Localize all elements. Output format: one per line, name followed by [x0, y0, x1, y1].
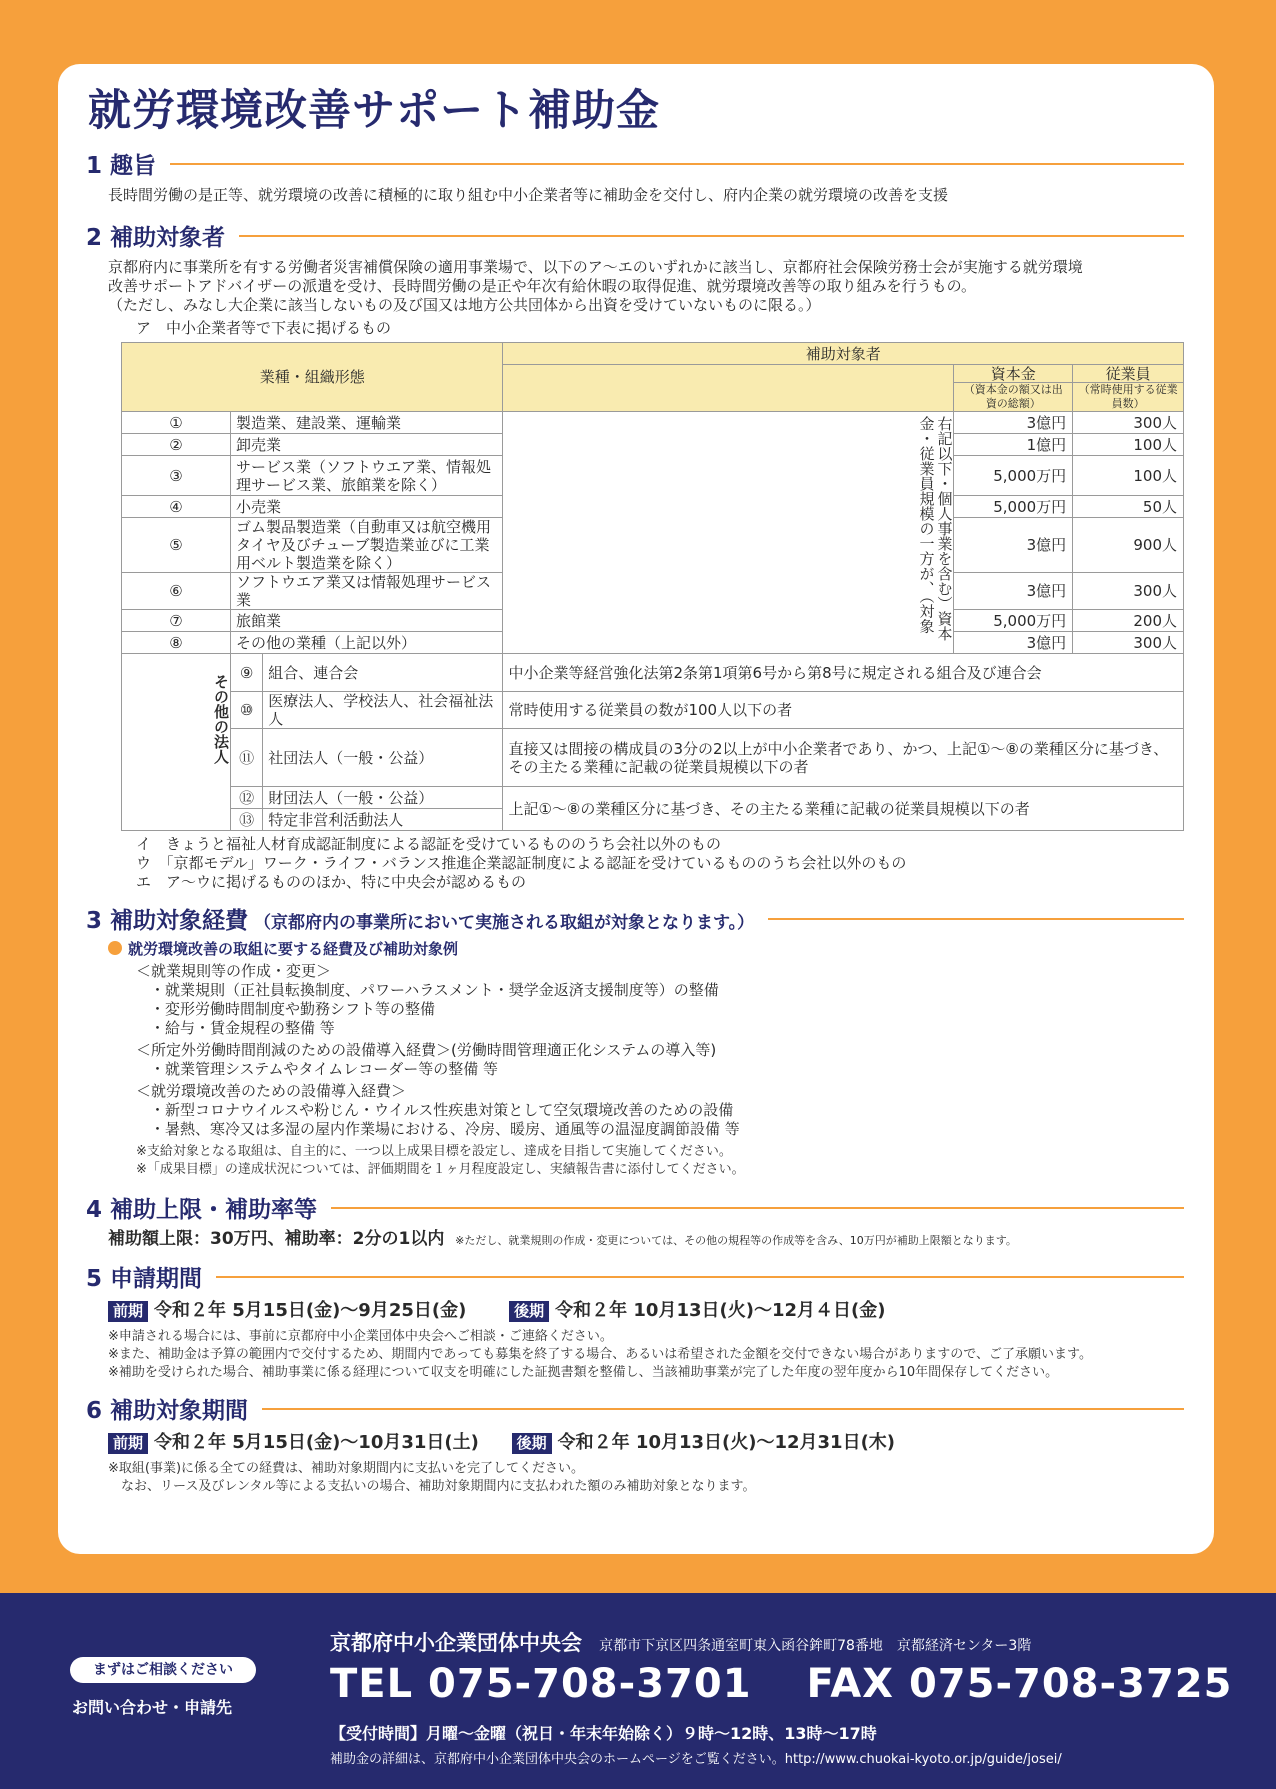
first-period-tag: 前期: [108, 1433, 148, 1454]
tel-number[interactable]: TEL 075-708-3701: [330, 1661, 752, 1707]
table-row: ⑦ 旅館業 5,000万円 200人: [122, 610, 1184, 632]
table-row: ⑤ ゴム製品製造業（自動車又は航空機用タイヤ及びチューブ製造業並びに工業用ベルト製造業を除く） 3億円 900人: [122, 518, 1184, 573]
application-periods: [108, 1301, 1184, 1322]
list-item: ・暑熱、寒冷又は多湿の屋内作業場における、冷房、暖房、通風等の温湿度調節設備 等: [150, 1120, 740, 1139]
divider: [331, 1207, 1184, 1209]
reception-hours: 【受付時間】月曜～金曜（祝日・年末年始除く）９時～12時、13時～17時: [330, 1724, 877, 1743]
section-1-text: 長時間労働の是正等、就労環境の改善に積極的に取り組む中小企業者等に補助金を交付し、府内企業の就労環境の改善を支援: [108, 186, 949, 205]
item-e: エ ア～ウに掲げるもののほか、特に中央会が認めるもの: [136, 873, 527, 892]
divider: [170, 163, 1184, 165]
org-address: 京都市下京区四条通室町東入函谷鉾町78番地 京都経済センター3階: [599, 1638, 1032, 1654]
list-item: ・給与・賃金規程の整備 等: [150, 1019, 335, 1038]
second-period: 令和２年 10月13日(火)～12月４日(金): [555, 1300, 886, 1322]
org-name: 京都府中小企業団体中央会: [330, 1631, 582, 1655]
section-3-heading: [86, 902, 1184, 935]
note: ※また、補助金は予算の範囲内で交付するため、期間内であっても募集を終了する場合、あるいは希望された金額を交付できない場合がありますので、ご了承願います。: [108, 1347, 1092, 1363]
section-4-title: 4 補助上限・補助率等: [86, 1197, 318, 1224]
first-period: 令和２年 5月15日(金)～9月25日(金): [154, 1300, 467, 1322]
section-6-title: 6 補助対象期間: [86, 1398, 249, 1425]
section-4-text: [108, 1230, 1184, 1250]
table-row: ④ 小売業 5,000万円 50人: [122, 496, 1184, 518]
other-corp-label: その他の法人: [122, 654, 231, 831]
table-row: ⑫ 財団法人（一般・公益） 上記①～⑧の業種区分に基づき、その主たる業種に記載の従業員規模以下の者: [122, 787, 1184, 809]
header-employees-sub: （常時使用する従業員数）: [1073, 383, 1184, 412]
header-capital-sub: （資本金の額又は出資の総額）: [954, 383, 1073, 412]
table-row: ① 製造業、建設業、運輸業 右記以下・個人事業を含む）資本金・従業員規模の一方が、（対象 3億円 300人: [122, 412, 1184, 434]
section-6-heading: [86, 1392, 1184, 1425]
note: ※補助を受けられた場合、補助事業に係る経理について収支を明確にした証拠書類を整備し、当該補助事業が完了した年度の翌年度から10年間保存してください。: [108, 1365, 1059, 1381]
section-2-text-1: 京都府内に事業所を有する労働者災害補償保険の適用事業場で、以下のア～エのいずれかに該当し、京都府社会保険労務士会が実施する就労環境: [108, 258, 1083, 277]
section-1-title: 1 趣旨: [86, 153, 157, 180]
divider: [239, 235, 1184, 237]
list-item: ＜就労環境改善のための設備導入経費＞: [136, 1082, 407, 1101]
page-title: 就労環境改善サポート補助金: [88, 86, 660, 136]
item-a: ア 中小企業者等で下表に掲げるもの: [136, 319, 392, 338]
list-item: ・就業規則（正社員転換制度、パワーハラスメント・奨学金返済支援制度等）の整備: [150, 981, 719, 1000]
table-row: ⑪ 社団法人（一般・公益） 直接又は間接の構成員の3分の2以上が中小企業者であり、かつ、上記①～⑧の業種区分に基づき、その主たる業種に記載の従業員規模以下の者: [122, 729, 1184, 787]
vertical-note: 右記以下・個人事業を含む）資本金・従業員規模の一方が、（対象: [503, 412, 954, 654]
eligibility-table: [121, 342, 1184, 831]
section-5-heading: [86, 1260, 1184, 1293]
section-2-text-2: 改善サポートアドバイザーの派遣を受け、長時間労働の是正や年次有給休暇の取得促進、就労環境改善等の取り組みを行うもの。: [108, 277, 977, 296]
note: ※支給対象となる取組は、自主的に、一つ以上成果目標を設定し、達成を目指して実施してください。: [136, 1144, 732, 1160]
phone-line: [330, 1661, 1232, 1707]
org-line: [330, 1627, 1031, 1657]
section-2-text-3: （ただし、みなし大企業に該当しないもの及び国又は地方公共団体から出資を受けていないものに限る。）: [108, 296, 821, 315]
table-row: ③ サービス業（ソフトウエア業、情報処理サービス業、旅館業を除く） 5,000万円 100人: [122, 456, 1184, 496]
second-period-tag: 後期: [509, 1301, 549, 1322]
section-3-bullet: 就労環境改善の取組に要する経費及び補助対象例: [108, 940, 1184, 959]
divider: [768, 918, 1184, 920]
fax-number: FAX 075-708-3725: [806, 1661, 1233, 1707]
note: ※取組(事業)に係る全ての経費は、補助対象期間内に支払いを完了してください。: [108, 1461, 585, 1477]
table-row: ⑧ その他の業種（上記以外） 3億円 300人: [122, 632, 1184, 654]
first-period-tag: 前期: [108, 1301, 148, 1322]
note: ※「成果目標」の達成状況については、評価期間を１ヶ月程度設定し、実績報告書に添付してください。: [136, 1162, 745, 1178]
section-5-title: 5 申請期間: [86, 1266, 203, 1293]
note: ※申請される場合には、事前に京都府中小企業団体中央会へご相談・ご連絡ください。: [108, 1329, 613, 1345]
section-3-title: 3 補助対象経費 （京都府内の事業所において実施される取組が対象となります。）: [86, 908, 755, 935]
second-period-tag: 後期: [512, 1433, 552, 1454]
list-item: ＜就業規則等の作成・変更＞: [136, 962, 332, 981]
header-target: 補助対象者: [503, 343, 1184, 365]
orange-dot-icon: [108, 941, 122, 955]
website-info[interactable]: 補助金の詳細は、京都府中小企業団体中央会のホームページをご覧ください。http://www.chuokai-kyoto.or.jp/guide/josei/: [330, 1752, 1062, 1767]
consult-badge: まずはご相談ください: [70, 1657, 256, 1683]
list-item: ＜所定外労働時間削減のための設備導入経費＞(労働時間管理適正化システムの導入等): [136, 1041, 717, 1060]
table-row: ⑥ ソフトウエア業又は情報処理サービス業 3億円 300人: [122, 573, 1184, 610]
divider: [216, 1276, 1184, 1278]
section-2-title: 2 補助対象者: [86, 225, 226, 252]
content-card: [58, 64, 1214, 1554]
second-period: 令和２年 10月13日(火)～12月31日(木): [557, 1432, 896, 1454]
table-row: ⑩ 医療法人、学校法人、社会福祉法人 常時使用する従業員の数が100人以下の者: [122, 692, 1184, 729]
note: ※ただし、就業規則の作成・変更については、その他の規程等の作成等を含み、10万円が補助上限額となります。: [455, 1234, 1017, 1248]
list-item: ・変形労働時間制度や勤務シフト等の整備: [150, 1000, 436, 1019]
item-u: ウ 「京都モデル」ワーク・ライフ・バランス推進企業認証制度による認証を受けているもののうち会社以外のもの: [136, 854, 907, 873]
list-item: ・就業管理システムやタイムレコーダー等の整備 等: [150, 1060, 498, 1079]
header-employees: 従業員: [1073, 365, 1184, 383]
divider: [262, 1408, 1184, 1410]
subsidy-periods: [108, 1433, 1184, 1454]
table-row: ⑬ 特定非営利活動法人: [122, 809, 1184, 831]
note: なお、リース及びレンタル等による支払いの場合、補助対象期間内に支払われた額のみ補助対象となります。: [108, 1479, 756, 1495]
contact-label: お問い合わせ・申請先: [72, 1698, 233, 1717]
first-period: 令和２年 5月15日(金)～10月31日(土): [154, 1432, 479, 1454]
table-row: その他の法人 ⑨ 組合、連合会 中小企業等経営強化法第2条第1項第6号から第8号に規定される組合及び連合会: [122, 654, 1184, 692]
expense-list: [136, 962, 1184, 1179]
footer: [0, 1593, 1276, 1789]
list-item: ・新型コロナウイルスや粉じん・ウイルス性疾患対策として空気環境改善のための設備: [150, 1101, 734, 1120]
item-i: イ きょうと福祉人材育成認証制度による認証を受けているもののうち会社以外のもの: [136, 835, 722, 854]
header-capital: 資本金: [954, 365, 1073, 383]
section-4-heading: [86, 1191, 1184, 1224]
header-kind: 業種・組織形態: [122, 343, 503, 412]
subsidy-limit: 補助額上限：30万円、補助率：2分の1以内: [108, 1229, 445, 1250]
section-2-heading: [86, 219, 1184, 252]
section-1-heading: [86, 147, 1184, 180]
table-row: ② 卸売業 1億円 100人: [122, 434, 1184, 456]
